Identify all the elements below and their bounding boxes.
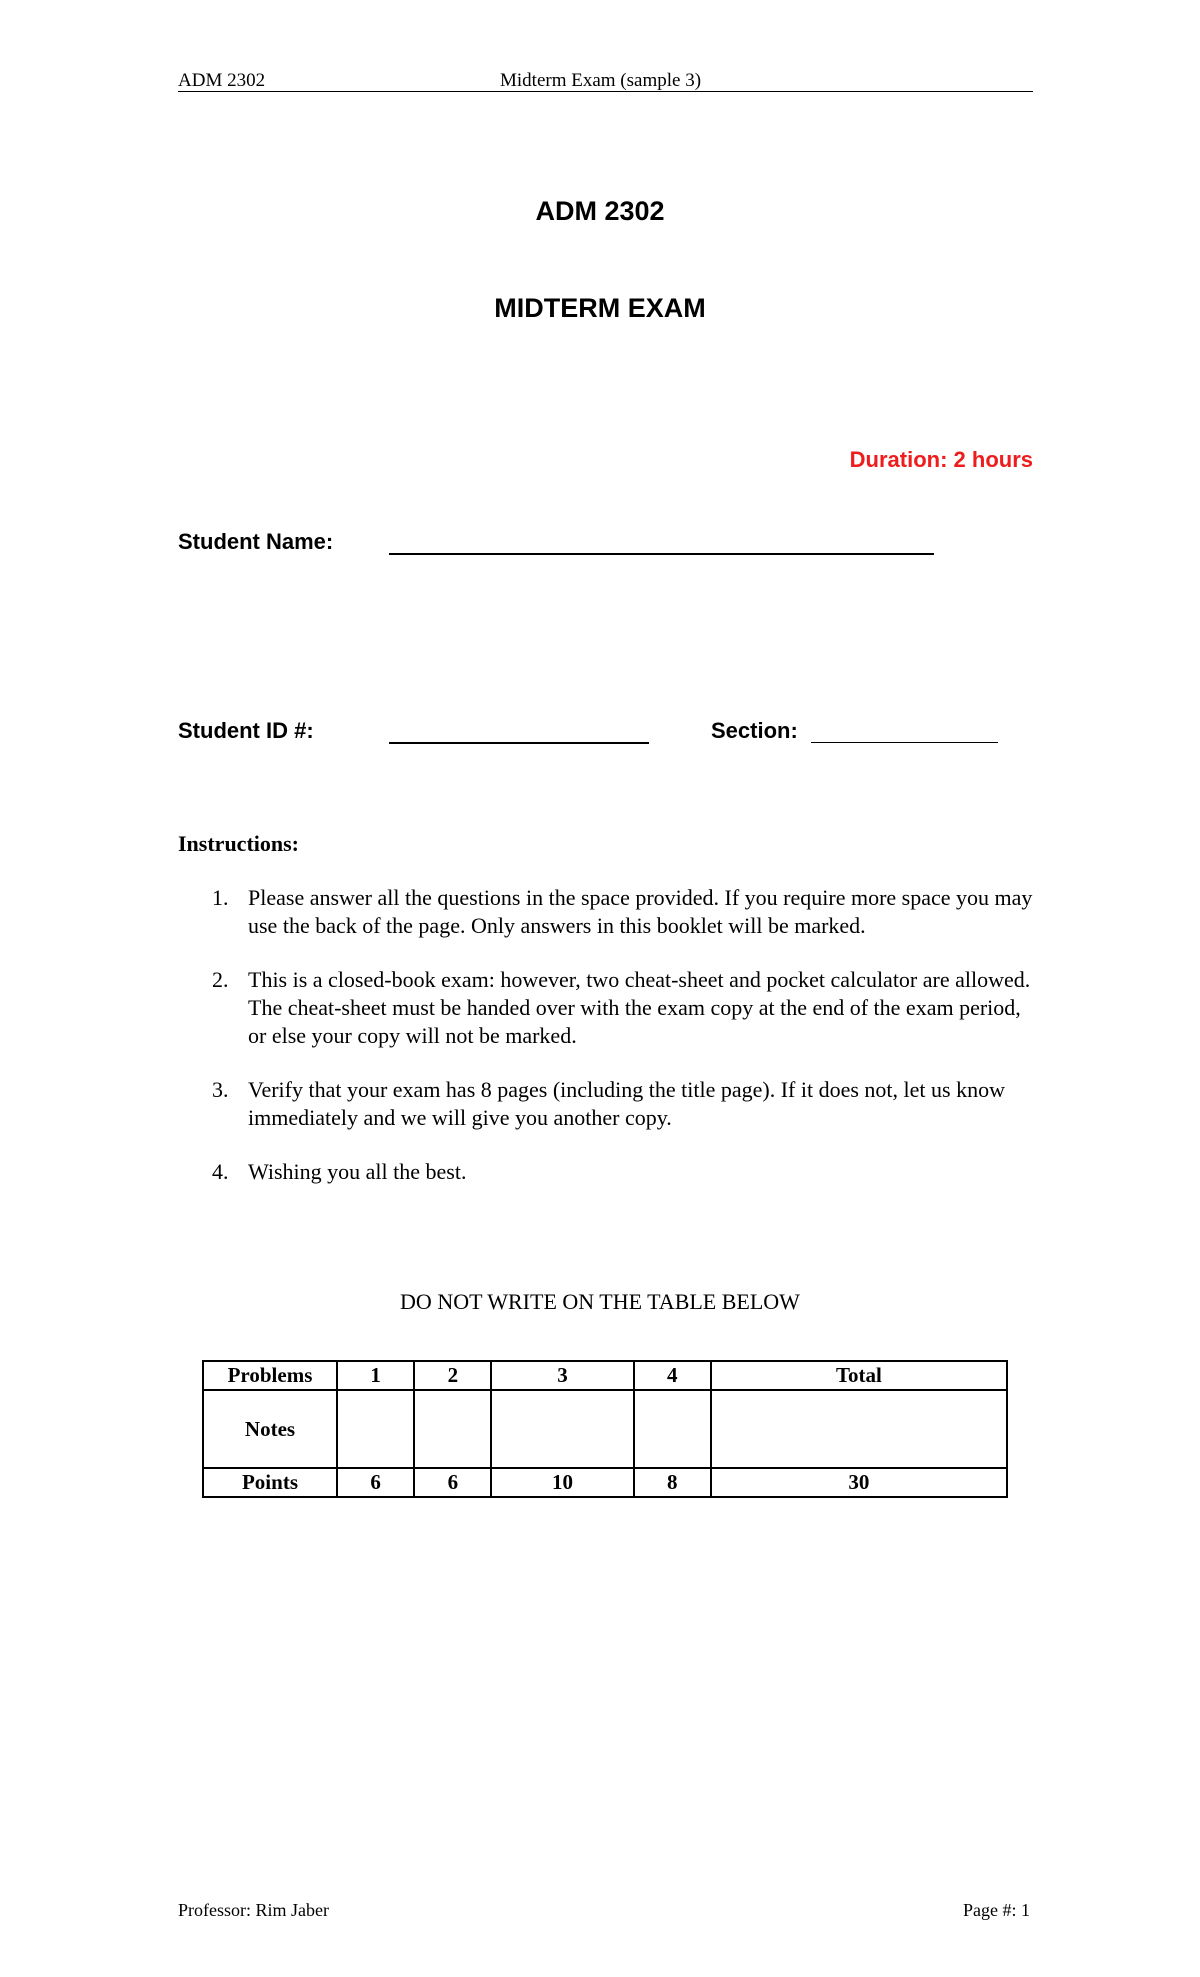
points-cell: 6 [337,1468,414,1497]
student-name-label: Student Name: [178,529,334,554]
problem-cell: 1 [337,1361,414,1390]
list-item-text: This is a closed-book exam: however, two cheat-sheet and pocket calculator are allowed. The cheat-sheet must be handed over with the exam copy at the end of the exam period, or else your copy will not be marked. [248,967,1031,1048]
header-rule [178,91,1033,92]
student-name-field[interactable] [389,553,934,555]
list-item-text: Verify that your exam has 8 pages (including the title page). If it does not, let us know immediately and we will give you another copy. [248,1077,1005,1130]
footer-professor: Professor: Rim Jaber [178,1900,329,1920]
notes-cell [414,1390,491,1468]
section-label: Section: [711,718,798,743]
table-note: DO NOT WRITE ON THE TABLE BELOW [400,1289,800,1314]
problem-cell-total: Total [711,1361,1007,1390]
table-row [203,1468,1007,1497]
list-item [178,884,1038,940]
list-item [178,1158,1038,1186]
exam-title: MIDTERM EXAM [494,293,706,323]
header-course: ADM 2302 [178,70,266,91]
list-item-number: 4. [212,1159,229,1184]
row-label-notes: Notes [203,1390,337,1468]
row-label-points: Points [203,1468,337,1497]
list-item [178,966,1038,1050]
list-item-number: 3. [212,1077,229,1102]
list-item-number: 1. [212,885,229,910]
instructions-title: Instructions: [178,831,300,856]
notes-cell [491,1390,633,1468]
score-table [202,1360,1008,1498]
instructions-list [178,884,1038,1212]
table-row [203,1390,1007,1468]
notes-cell [337,1390,414,1468]
duration-label: Duration: 2 hours [849,447,1033,472]
course-title: ADM 2302 [535,196,665,226]
list-item-number: 2. [212,967,229,992]
problem-cell: 3 [491,1361,633,1390]
list-item-text: Wishing you all the best. [248,1159,467,1184]
notes-cell [634,1390,711,1468]
section-field[interactable] [811,742,998,743]
points-cell-total: 30 [711,1468,1007,1497]
points-cell: 10 [491,1468,633,1497]
points-cell: 8 [634,1468,711,1497]
notes-cell [711,1390,1007,1468]
problem-cell: 2 [414,1361,491,1390]
student-id-label: Student ID #: [178,718,314,743]
list-item-text: Please answer all the questions in the space provided. If you require more space you may use the back of the page. Only answers in this booklet will be marked. [248,885,1033,938]
header-subtitle: Midterm Exam (sample 3) [500,70,702,91]
problem-cell: 4 [634,1361,711,1390]
footer-page-number: Page #: 1 [963,1900,1030,1920]
row-label-problems: Problems [203,1361,337,1390]
points-cell: 6 [414,1468,491,1497]
student-id-field[interactable] [389,742,649,744]
list-item [178,1076,1038,1132]
table-row [203,1361,1007,1390]
